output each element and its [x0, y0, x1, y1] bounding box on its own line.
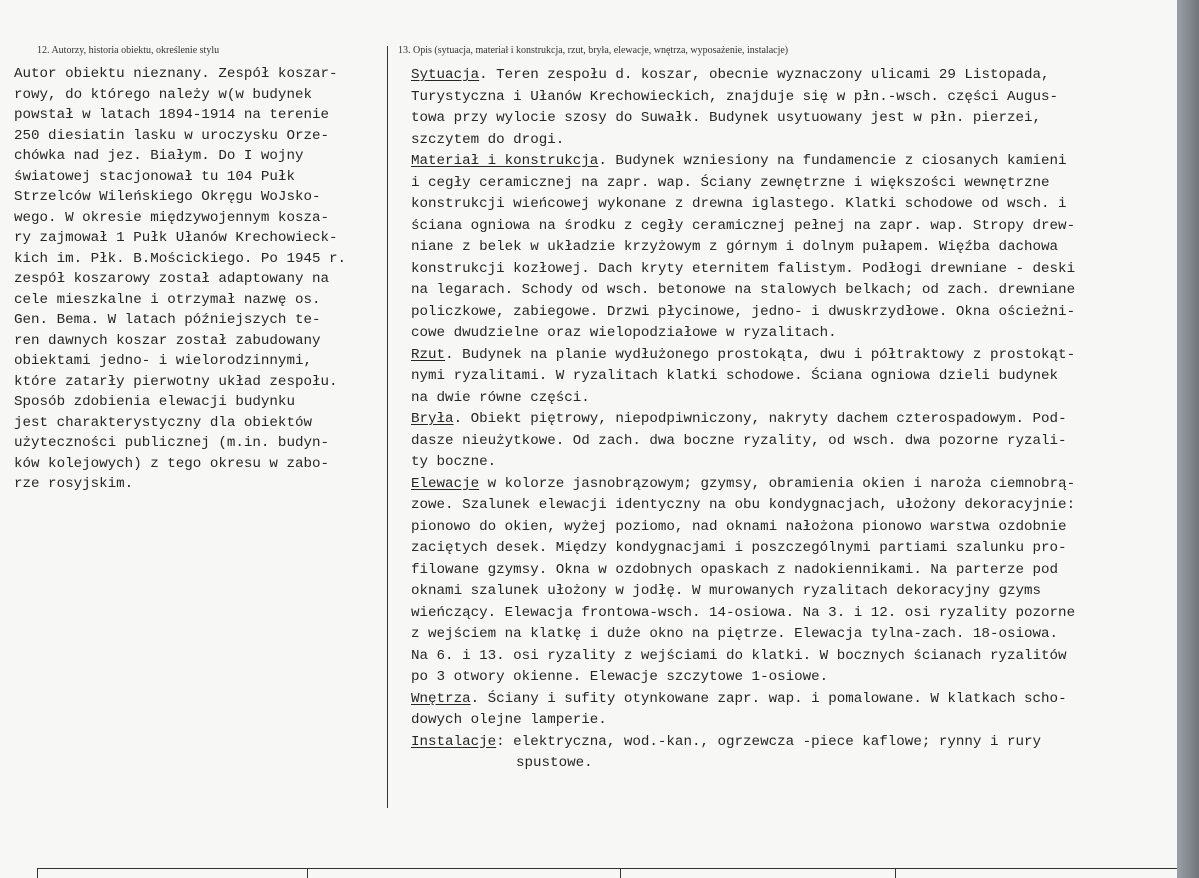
description-text-line	[411, 259, 1191, 281]
history-text-line: kich im. Płk. B.Mościckiego. Po 1945 r.	[14, 250, 347, 267]
description-text: ty boczne.	[411, 454, 497, 470]
history-text-line: użyteczności publicznej (m.in. budyn-	[14, 435, 330, 451]
description-text-line	[411, 345, 1191, 367]
description-text-line	[411, 65, 1191, 87]
description-text-line	[411, 323, 1191, 345]
description-text: policzkowe, zabiegowe. Drzwi płycinowe, jedno- i dwuskrzydłowe. Okna ościeżni-	[411, 303, 1076, 320]
description-text-line	[411, 87, 1191, 109]
description-text-line	[411, 581, 1191, 603]
description-text: ściana ogniowa na środku z cegły ceramicznej pełnej na zapr. wap. Stropy drew-	[411, 217, 1076, 234]
right-column-header: 13. Opis (sytuacja, materiał i konstrukcja, rzut, bryła, elewacje, wnętrza, wyposażenie, instalacje)	[398, 45, 789, 56]
description-text-line	[411, 732, 1191, 754]
description-text: . Ściany i sufity otynkowane zapr. wap. i pomalowane. W klatkach scho-	[470, 690, 1067, 707]
description-text-line	[411, 560, 1191, 582]
description-text: niane z belek w układzie krzyżowym z górnym i dolnym pułapem. Więźba dachowa	[411, 239, 1059, 255]
history-text-block	[14, 64, 386, 495]
description-text: oknami szalunek ułożony w jodłę. W murowanych ryzalitach dekoracyjny gzyms	[411, 583, 1042, 599]
history-text-line: cele mieszkalne i otrzymał nazwę os.	[14, 291, 321, 308]
description-text: konstrukcji wieńcowej wykonane z drewna iglastego. Klatki schodowe od wsch. i	[411, 196, 1067, 212]
description-text-line	[411, 108, 1191, 130]
description-text-line	[411, 753, 1191, 775]
description-text-line	[411, 302, 1191, 324]
bottom-rule	[37, 868, 1197, 869]
description-text: pionowo do okien, wyżej poziomo, nad oknami nałożona pionowo warstwa ozdobnie	[411, 518, 1067, 535]
section-heading: Materiał i konstrukcja	[411, 153, 599, 169]
left-column-header: 12. Autorzy, historia obiektu, określenie stylu	[37, 45, 220, 56]
description-text: konstrukcji kozłowej. Dach kryty eternitem falistym. Podłogi drewniane - deski	[411, 260, 1076, 277]
description-text-line	[411, 495, 1191, 517]
history-text-line: Autor obiektu nieznany. Zespół koszar-	[14, 66, 338, 82]
history-text-line: obiektami jedno- i wielorodzinnymi,	[14, 353, 312, 369]
description-text-line	[411, 538, 1191, 560]
section-heading: Rzut	[411, 346, 446, 363]
description-text: filowane gzymsy. Okna w ozdobnych opaskach z nadokiennikami. Na parterze pod	[411, 561, 1059, 578]
history-text-line: 250 diesiatin lasku w uroczysku Orze-	[14, 127, 330, 144]
history-text-line: światowej stacjonował tu 104 Pułk	[14, 168, 295, 185]
description-text: dasze nieużytkowe. Od zach. dwa boczne ryzality, od wsch. dwa pozorne ryzali-	[411, 432, 1067, 449]
description-text: zaciętych desek. Między kondygnacjami i poszczególnymi partiami szalunku pro-	[411, 540, 1067, 556]
section-heading: Instalacje	[411, 733, 497, 750]
history-text-line: rze rosyjskim.	[14, 476, 134, 492]
description-text: na legarach. Schody od wsch. betonowe na stalowych belkach; od zach. drewniane	[411, 282, 1076, 298]
description-text-line	[411, 646, 1191, 668]
column-divider	[387, 46, 388, 808]
description-text: nymi ryzalitami. W ryzalitach klatki schodowe. Ściana ogniowa dzieli budynek	[411, 368, 1059, 384]
history-text-line: ków kolejowych) z tego okresu w zabo-	[14, 455, 330, 472]
history-text-line: wego. W okresie międzywojennym kosza-	[14, 209, 330, 226]
description-text: : elektryczna, wod.-kan., ogrzewcza -piece kaflowe; rynny i rury	[496, 733, 1042, 750]
history-text-line: ry zajmował 1 Pułk Ułanów Krechowieck-	[14, 230, 338, 246]
history-text-line: powstał w latach 1894-1914 na terenie	[14, 107, 330, 123]
description-text: zowe. Szalunek elewacji identyczny na obu kondygnacjach, ułożony dekoracyjnie:	[411, 497, 1076, 513]
history-text-line: Sposób zdobienia elewacji budynku	[14, 394, 295, 410]
description-text-line	[411, 130, 1191, 152]
description-text: . Budynek na planie wydłużonego prostokąta, dwu i półtraktowy z prostokąt-	[445, 346, 1076, 363]
description-text: spustowe.	[516, 755, 593, 771]
description-text-line	[411, 173, 1191, 195]
description-text-line	[411, 603, 1191, 625]
description-text: Turystyczna i Ułanów Krechowieckich, znajduje się w płn.-wsch. części Augus-	[411, 88, 1059, 105]
description-text-line	[411, 216, 1191, 238]
description-text-line	[411, 689, 1191, 711]
history-text-line: Gen. Bema. W latach późniejszych te-	[14, 312, 321, 328]
section-heading: Wnętrza	[411, 690, 471, 707]
section-heading: Elewacje	[411, 475, 480, 492]
history-text-line: zespół koszarowy został adaptowany na	[14, 271, 330, 287]
description-text-line	[411, 151, 1191, 173]
bottom-rule-tick	[37, 868, 38, 878]
history-text-line: jest charakterystyczny dla obiektów	[14, 414, 312, 431]
section-heading: Sytuacja	[411, 67, 480, 83]
bottom-rule-tick	[895, 868, 896, 878]
description-text: po 3 otwory okienne. Elewacje szczytowe 1-osiowe.	[411, 669, 829, 685]
description-text: z wejściem na klatkę i duże okno na piętrze. Elewacja tylna-zach. 18-osiowa.	[411, 626, 1059, 642]
description-text-line	[411, 624, 1191, 646]
section-heading: Bryła	[411, 411, 454, 427]
description-text: cowe dwudzielne oraz wielopodziałowe w ryzalitach.	[411, 325, 837, 341]
description-text-line	[411, 237, 1191, 259]
description-text: dowych olejne lamperie.	[411, 712, 607, 728]
description-text: . Obiekt piętrowy, niepodpiwniczony, nakryty dachem czterospadowym. Pod-	[453, 411, 1067, 427]
description-text: wieńczący. Elewacja frontowa-wsch. 14-osiowa. Na 3. i 12. osi ryzality pozorne	[411, 604, 1076, 621]
page-edge-shadow	[1177, 0, 1199, 878]
description-text-line	[411, 710, 1191, 732]
history-text-line: rowy, do którego należy w(w budynek	[14, 86, 312, 103]
description-text: Na 6. i 13. osi ryzality z wejściami do klatki. W bocznych ścianach ryzalitów	[411, 647, 1067, 664]
history-text-line: chówka nad jez. Białym. Do I wojny	[14, 148, 304, 164]
description-text-line	[411, 517, 1191, 539]
description-text-line	[411, 280, 1191, 302]
history-text-line: Strzelców Wileńskiego Okręgu WoJsko-	[14, 189, 321, 205]
history-text-line: które zatarły pierwotny układ zespołu.	[14, 373, 338, 390]
bottom-rule-tick	[620, 868, 621, 878]
bottom-rule-tick	[307, 868, 308, 878]
description-text-line	[411, 452, 1191, 474]
description-text-line	[411, 431, 1191, 453]
description-text-line	[411, 667, 1191, 689]
description-text-block	[411, 65, 1191, 775]
description-text-line	[411, 366, 1191, 388]
description-text: . Budynek wzniesiony na fundamencie z ciosanych kamieni	[598, 153, 1067, 169]
description-text-line	[411, 474, 1191, 496]
description-text: . Teren zespołu d. koszar, obecnie wyznaczony ulicami 29 Listopada,	[479, 67, 1050, 83]
description-text: w kolorze jasnobrązowym; gzymsy, obramienia okien i naroża ciemnobrą-	[479, 475, 1076, 492]
description-text: szczytem do drogi.	[411, 131, 565, 148]
history-text-line: ren dawnych koszar został zabudowany	[14, 332, 321, 349]
description-text: na dwie równe części.	[411, 389, 590, 406]
description-text: towa przy wylocie szosy do Suwałk. Budynek usytuowany jest w płn. pierzei,	[411, 110, 1042, 126]
description-text-line	[411, 194, 1191, 216]
description-text-line	[411, 409, 1191, 431]
description-text-line	[411, 388, 1191, 410]
description-text: i cegły ceramicznej na zapr. wap. Ściany zewnętrzne i większości wewnętrzne	[411, 174, 1050, 191]
